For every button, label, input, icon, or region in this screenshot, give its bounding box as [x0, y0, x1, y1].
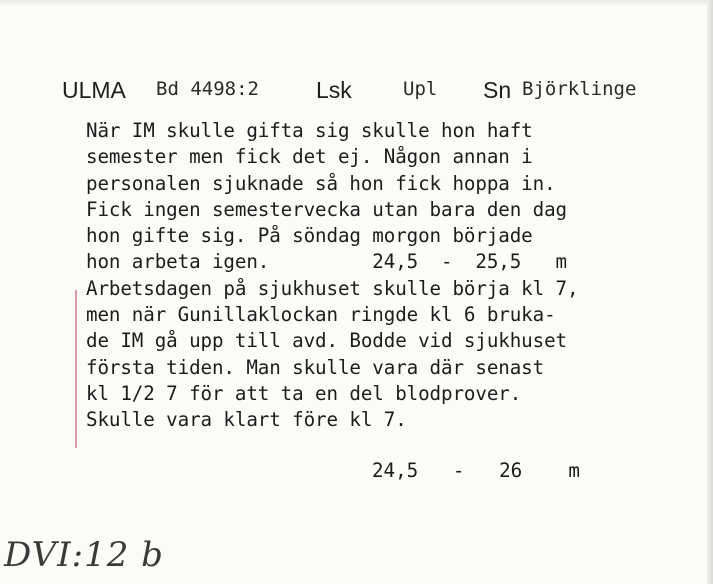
text-line: Skulle vara klart före kl 7.	[86, 408, 407, 432]
text-line: När IM skulle gifta sig skulle hon haft	[86, 119, 533, 142]
card-top-edge	[0, 0, 713, 6]
text-line: Fick ingen semestervecka utan bara den dag	[86, 197, 567, 221]
record-number: Bd 4498:2	[156, 78, 259, 100]
text-line: kl 1/2 7 för att ta en del blodprover.	[86, 381, 522, 405]
parish-name: Björklinge	[522, 78, 637, 100]
province: Upl	[403, 78, 438, 100]
text-line: hon arbeta igen. 24,5 - 25,5 m	[86, 250, 567, 274]
archive-name: ULMA	[62, 77, 126, 103]
margin-marker-line	[75, 290, 77, 448]
text-line: hon gifte sig. På söndag morgon började	[86, 224, 533, 248]
text-line: semester men fick det ej. Någon annan i	[86, 145, 533, 169]
parish-label: Sn	[483, 77, 512, 103]
card-header	[0, 74, 713, 108]
text-line: personalen sjuknade så hon fick hoppa in.	[86, 171, 556, 195]
text-line: första tiden. Man skulle vara där senast	[86, 355, 545, 379]
measurement-reference: 24,5 - 26 m	[372, 459, 580, 482]
text-line: de IM gå upp till avd. Bodde vid sjukhuset	[86, 329, 567, 353]
text-line: Arbetsdagen på sjukhuset skulle börja kl 7,	[86, 276, 579, 300]
handwritten-shelf-mark: DVI:12 b	[4, 535, 164, 575]
text-line: men när Gunillaklockan ringde kl 6 bruka-	[86, 303, 556, 327]
transcript-text	[86, 118, 686, 434]
region-label: Lsk	[316, 77, 352, 103]
